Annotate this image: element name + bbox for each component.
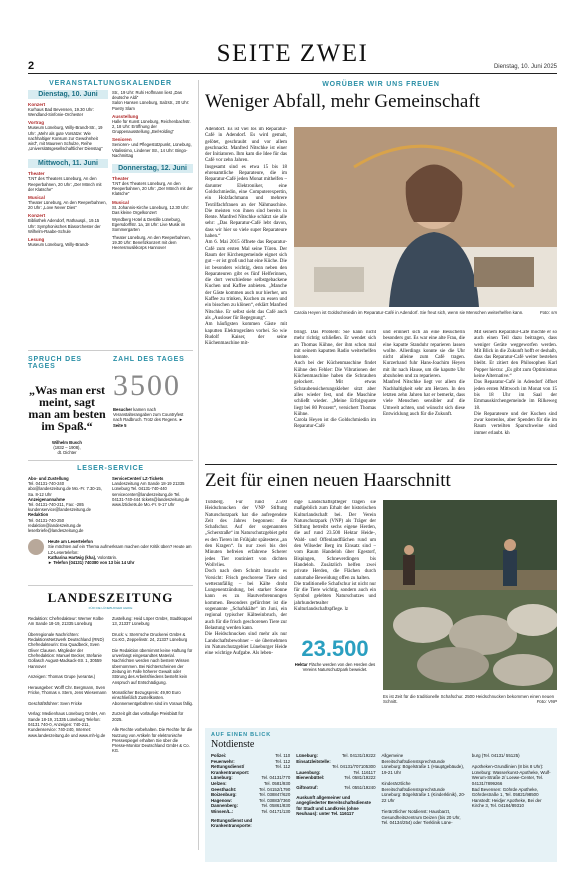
impressum-col2: Zustellung: Heid Löper GmbH, Stadtkoppel 13, 21337 Lüneburg Druck: v. Stern'sche Druckerei GmbH & Co.KG, Zeppelinstr. 24, 21337 Lüneburg Die Redaktion übernimmt keine Haftung für unverlangt eingesandtes Material. Nachrichten werden nach bestem Wissen übernommen. Bei Nichterscheinen der Zeitung im Falle höherer Gewalt oder Störung des Arbeitsfriedens besteht kein Anspruch auf Entschädigung. Monatlicher Bezugspreis: 49,90 Euro einschließlich Zustellkosten. Abonnementgebühren sind im Voraus fällig. Zurzeit gilt das vorläufige Preisblatt für 2025. Alle Rechte vorbehalten. Die Rechte für die Nutzung von Artikeln für elektronische Pressespiegel erhalten Sie über die Presse-Monitor Deutschland GmbH & Co. KG. <box>112 616 194 754</box>
article1-column3: und erinnert sich an eine Besucherin besonders gut. Es war eine alte Frau, die eine kaputte Standuhr reparieren lassen wollte. Allerdings konnte sie die Uhr nicht alleine zum Café tragen. Kurzerhand fuhr Hans-Joachim Heyen mit ihr nach Hause, um die kaputte Uhr abzuholen und zu reparieren. Manfred Nitschke liegt vor allem die Nachhaltigkeit sehr am Herzen. In den letzten zehn Jahren hat er bemerkt, dass viele Menschen sensibler auf die Umwelt achten, und wünscht sich diese Entwicklung auch für die Zukunft. <box>383 330 465 417</box>
avatar <box>28 539 44 555</box>
day3-events <box>112 176 193 250</box>
article-headline: Weniger Abfall, mehr Gemeinschaft <box>205 91 480 112</box>
fact-number: 23.500 <box>301 636 369 661</box>
article1-column4: Mit seinem Reparatur-Café möchte er so auch einen Teil dazu beitragen, dass weniger Geräte weggeworfen werden. Mit Blick in die Zukunft hofft er deshalb, dass das Reparatur-Café weiter bestehen bleibt. Er zitiert den Philosophen Karl Popper hierzu: „Es gibt zum Optimismus keine Alternative.“ Das Reparatur-Café in Adendorf öffnet jeden ersten Mittwoch im Monat von 15 bis 18 Uhr im Saal der Emmauskirchengemeinde im Rilkeweg 18. Die Reparateure und der Kuchen sind zwar kostenlos, aber Spenden für die im Raum verteilten Sparschweine sind immer erlaubt. kh <box>474 330 557 436</box>
spruch-title: SPRUCH DES TAGES <box>28 356 82 370</box>
lesertelefon-phone: Telefon (04131) 740380 von 13 bis 14 Uhr <box>53 560 135 566</box>
veranstaltungskalender <box>28 80 193 250</box>
event-category: Konzert <box>28 102 46 107</box>
article-divider <box>205 464 557 465</box>
event-category: Theater <box>28 171 45 177</box>
event-category: Ausstellung <box>112 113 139 119</box>
event-text: T.NT des Theaters Lüneburg, An den Reeperbahnen, 20 Uhr: „Der Mönch mit der Klatsche“ <box>112 181 193 197</box>
lesertelefon-text: Sie möchten auf ein Thema aufmerksam machen oder Kritik üben? Heute am LZ-Lesertelefon: <box>48 544 192 555</box>
event-text: Str., 19 Uhr: Ruhi Hoffmann liest „Das deutsche Aldi“ <box>112 90 182 101</box>
photo-illustration <box>383 500 557 690</box>
header-rule <box>28 73 557 74</box>
impressum <box>28 590 193 754</box>
service-head: Abo- und Zustellung <box>28 476 69 481</box>
event-category: Musical <box>112 199 129 205</box>
event-text: St. Johannis-Kirche Lüneburg, 12.30 Uhr: Das kleine Orgelkonzert <box>112 204 190 215</box>
zahl-text-bold: Besucher <box>113 407 133 412</box>
event-text: Kurhaus Bad Bevensen, 19.30 Uhr: Wendland-Sinfonie-Orchester <box>28 107 94 118</box>
service-title: LESER-SERVICE <box>77 465 144 472</box>
fact-text-body: Fläche werden von den Herden des Vereins Naturschutzpark beweidet. <box>302 662 376 673</box>
fact-text-bold: Hektar <box>294 662 308 667</box>
article-kicker: WORÜBER WIR UNS FREUEN <box>322 81 440 88</box>
spruch-quote: „Was man erst meint, sagt man am besten im Spaß.“ <box>28 383 106 433</box>
photo-caption <box>294 310 557 315</box>
caption-text: Es ist Zeit für die traditionelle Schafschur. 2500 Heidschnucken bekommen einen neuen Schnitt. <box>383 694 555 705</box>
spruch-years: (1832 – 1908), <box>53 445 81 451</box>
event-text: Theater Lüneburg, An den Reeperbahnen, 20 Uhr: „Love Never Dies“ <box>28 200 107 211</box>
event-text: Halle für Kunst Lüneburg, Reichenbachstr. 2, 18 Uhr: Eröffnung der Gruppenausstellung „Be/Holding“ <box>112 118 191 135</box>
day2-events <box>28 171 108 247</box>
article2-headline: Zeit für einen neuen Haarschnitt <box>205 470 451 491</box>
event-category: Senioren <box>112 137 132 143</box>
notdienste-title: Notdienste <box>211 739 255 750</box>
landeszeitung-logo: LANDESZEITUNG <box>47 590 174 605</box>
photo-credit: Foto: sm <box>539 310 557 315</box>
column-divider <box>198 80 199 850</box>
service-head: ServiceCenter/ LZ-Tickets <box>112 476 164 481</box>
kalender-title: VERANSTALTUNGSKALENDER <box>49 80 172 87</box>
service-text: Tel. 04131-740-211, Fax: -285 kundenservice@landeszeitung.de <box>28 502 91 513</box>
event-category: Lesung <box>28 237 45 243</box>
event-text: Theater Lüneburg, An den Reeperbahnen, 19.30 Uhr: Benefizkonzert mit dem Heeresmusikkorps Hannover <box>112 234 191 251</box>
leser-service <box>28 465 193 565</box>
service-head: Anzeigenannahme <box>28 496 65 502</box>
article1-column2: bringt. Das Problem: Sie kann nicht mehr richtig schließen. Er wendet sich an Thomas Kühne, der ihm schon mal mit seinem kaputten Radio weiterhelfen konnte. Auch bei der Küchenmaschine findet Kühne den Fehler: Die Vibrationen der Küchenmaschine haben die Schrauben gelockert. Mit etwas Schraubensicherungskleber sitzt aber alles wieder fest, und die Maschine schließt wieder. „Meine Erfolgsquote liegt bei 80 Prozent“, versichert Thomas Kühne. Carola Heyen ist die Goldschmiedin im Reparatur-Café <box>294 330 376 430</box>
divider <box>28 585 193 586</box>
service-head: Redaktion <box>28 512 49 518</box>
divider <box>28 460 193 461</box>
article2-column1: Tütsberg. Für rund 2.500 Heidschnucken der VNP Stiftung Naturschutzpark hat die aufregendste Zeit des Jahres begonnen: die Schafschur. Auf der sogenannten „Scherstraße“ im Naturschutzgebiet geht es den Tieren im Frühjahr spätestens „an den Kragen“. In nur zwei bis drei Minuten befreien erfahrene Scherer jedes Tier routiniert von dichten Wollvlies. Doch nach dem Schnitt braucht es Vorsicht: Frisch geschorene Tiere sind wetteranfällig – bei Kälte droht Lungenentzündung, bei starker Sonne kann es zu Hautverbrennungen kommen. Besonders gefürchtet ist die sogenannte „Schafskälte“ im Juni, ein regional typischer Kälteeinbruch, der auch für die frisch geschorenen Tiere zur Belastung werden kann. Die Heidschnucken sind mehr als nur Landschaftsbewohner – sie übernehmen im Naturschutzgebiet Lüneburger Heide eine wichtige Aufgabe. Als leben- <box>205 500 287 657</box>
notdienste-col1: Polizei: Tel. 110 Feuerwehr: Tel. 112 Rettungsdienst/ Tel. 112 Krankentransport: Lüneburg: Tel. 04131/770 Uelzen: Tel. 0581/930 Geesthacht: Tel. 04152/1790 Boizenburg: Tel. 038847/620 Hagenow: Tel. 03883/7360 Dannenberg: Tel. 05861/830 Winsen/L.: Tel. 04171/130 Rettungsdienst und Krankentransporte: <box>211 753 291 829</box>
zahl-text: Besucher kamen nach Veranstalterangaben zum Countryfest nach Radbruch. Trotz des Regens. ► Seite 5 <box>113 407 184 428</box>
lesertelefon: Heute am Lesertelefon Sie möchten auf ein Thema aufmerksam machen oder Kritik üben? Heute am LZ-Lesertelefon: Katharina Hartwig (kha), Volontärin. ► Telefon (04131) 740380 von 13 bis 14 Uhr <box>28 539 193 565</box>
notdienste-col4: burg (Tel. 04131/ 55125) Apotheken-Grundlinien (8 bis 8 Uhr): Lüneburg: Wasserkunst-Apotheke, Wulf-Werum-Straße 2/ Loewe-Center, Tel. 04131/7899266 Bad Bevensen: Göhrde Apotheke, Göhrdestraße 1, Tel. 05821/98500 Hanstedt: Heidjer Apotheke, Bei der Kirche 3, Tel. 04184/89310 <box>471 753 551 809</box>
event-text: Wyndberg Hotel & Destille Lüneburg, Egersdorffstr. 1a, 18 Uhr: Live Musik im Sommergarten <box>112 217 186 233</box>
zahl-title: ZAHL DES TAGES <box>113 356 185 363</box>
event-category: Theater <box>112 176 129 182</box>
event-text: T.NT des Theaters Lüneburg, An den Reeperbahnen, 20 Uhr: „Der Mönch mit der Klatsche“ <box>28 176 102 192</box>
event-category: Vortrag <box>28 120 44 126</box>
issue-date: Dienstag, 10. Juni 2025 <box>493 64 557 70</box>
lesertelefon-role: Volontärin. <box>97 554 118 560</box>
photo-illustration <box>294 127 557 307</box>
notdienste-col2: Lüneburg: Tel. 04131/19222 Einsatzleitstelle: Tel. 04131/707105300 Lauenburg: Tel. 116117 Bienenbüttel: Tel. 0581/19222 Giftnotruf: Tel. 0551/19240 Auskunft allgemeiner und angegliederter Bereitschaftsdienste für Stadt und Landkreis (ohne Neuhaus): unter Tel. 116117 <box>296 753 376 817</box>
logo-subtitle: FÜR DIE LÜNEBURGER HEIDE <box>88 606 133 610</box>
spruch-des-tages <box>28 356 106 456</box>
page-number: 2 <box>28 60 35 72</box>
photo-credit: Foto: VNP <box>536 699 557 705</box>
lesertelefon-head: Heute am Lesertelefon <box>48 539 93 545</box>
page-title: SEITE ZWEI <box>216 40 369 67</box>
service-text: Landeszeitung Am Sande 18-19 21335 Lüneburg Tel. 04131-740-440 servicecenter@landeszeitung.de Tel. 04131-740-444 tickets@landeszeitung.de www.lztickets.de Mo.-Fr. 9-17 Uhr <box>112 481 190 508</box>
fact-text <box>294 662 376 672</box>
zahl-number: 3500 <box>113 369 181 402</box>
notdienste-box <box>205 728 557 862</box>
divider <box>28 350 193 351</box>
day-header-2: Mittwoch, 11. Juni <box>28 159 108 168</box>
impressum-col1: Redaktion: Chefredakteur: Werner Kolbe Am Sande 18-19, 21335 Lüneburg Überregionale Nachrichten: RedaktionsNetzwerk Deutschland (RND) Chefredakteurin: Eva Quadbeck, Sven Oliver Clausen. Mitglieder der Chefredaktion: Manuel Becker, Stefanie Gollasch August-Madsack-Str. 1, 30559 Hannover Anzeigen: Thomas Grupe (verantw.) Herausgeber: Wolff Chr. Bergmann, Sven Fricke, Thomas v. Stern, Jens Wiesemann Geschäftsführer: Sven Fricke Verlag: Medienhaus Lüneburg GmbH, Am Sande 18-19, 21335 Lüneburg Telefon: 04131 740-0, Anzeigen: 740-211, Kundenservice: 740-240, Internet: www.landeszeitung.de und www.mh-lg.de <box>28 616 107 738</box>
notdienste-kicker: AUF EINEN BLICK <box>211 732 271 738</box>
photo2-caption <box>383 694 557 705</box>
service-text: Tel. 04131-740-240 abo@landeszeitung.de Mo.-Fr. 7.30-15, Sa. 8-12 Uhr <box>28 481 102 497</box>
photo-schafschur <box>383 500 557 690</box>
photo-goldschmiedin <box>294 127 557 307</box>
event-category: Konzert <box>28 213 46 219</box>
spruch-author: Wilhelm Busch <box>52 440 82 445</box>
event-text: Bibliothek Adendorf, Rathauspl., 19.15 Uhr: Symphonisches Blasorchester der Wilhelm-Raabe-Schule <box>28 218 101 234</box>
service-text: Tel. 04131-740-250 redaktion@landeszeitung.de leserbriefe@landeszeitung.de <box>28 517 84 534</box>
zahl-des-tages <box>113 356 193 428</box>
event-text: Museum Lüneburg, Willy-Brandt-Str., 19 Uhr: „Mehr als gute Vorsätze: Wie nachhaltiger Konsum zur Gewohnheit wird“, mit Maureen Schulze, Reihe „Universitätsgesellschaftlicher Dienstag“ <box>28 125 103 152</box>
day-header-3: Donnerstag, 12. Juni <box>112 164 193 173</box>
article2-column2: dige Landschaftspfleger tragen sie maßgeblich zum Erhalt der historischen Kulturlandschaft bei. Der Verein Naturschutzpark (VNP) als Träger der Stiftung betreibt sechs eigene Herden, die auf rund 23.500 Hektar Heide-, Wald- und Offenlandflächen rund um den Wilseder Berg im Einsatz sind – vom Raum Handeloh über Egestorf, Bispingen, Schneverdingen bis Handeloh. Zusätzlich helfen zwei private Herden, die Flächen durch naturnahe Beweidung offen zu halten. Die traditionelle Schafschur ist nicht nur für die Tiere wichtig, sondern auch ein Symbol gelebten Naturschutzes und jahrhundertealter Kulturlandschaftspflege. lz <box>294 500 376 613</box>
day-header-1: Dienstag, 10. Juni <box>28 90 108 99</box>
event-text: Salon Hansen Lüneburg, Salzstr., 20 Uhr: Poetry Slam <box>112 100 190 111</box>
zahl-text-body: kamen nach Veranstalterangaben zum Countryfest nach Radbruch. Trotz des Regens. <box>113 407 184 423</box>
lesertelefon-name: Katharina Hartwig (kha), <box>48 554 97 560</box>
event-category: Musical <box>28 195 45 201</box>
day1-events <box>28 102 108 151</box>
spruch-role: dt. Dichter <box>57 450 77 456</box>
notdienste-col3: Allgemeine Bereitschaftsdienstsprechstunde Lüneburg: Bögelstraße 1 (Hauptgebäude), 19-21 Uhr Kinderärztliche Bereitschaftsdienstsprechstunde Lüneburg: Bögelstraße 1 (Kinderklinik), 20-22 Uhr Tierärztlicher Notdienst: Hausbarzt, Gesundheitszentrum Deizen (bis 20 Uhr, Tel. 04134/254) oder Tierklinik Lüne- <box>381 753 466 826</box>
event-text: Senioren- und Pflegestützpunkt, Lüneburg, Vitalissimo, Lindener Str., 14 Uhr: Bingo-Nachmittag <box>112 142 192 158</box>
caption-text: Carola Heyen ist Goldschmiedin im Reparatur-Café in Adendorf. Sie freut sich, wenn sie Menschen weiterhelfen kann. <box>294 310 524 315</box>
article1-column1: Adendorf. Es ist viel los im Reparatur-Café in Adendorf. Es wird gemalt, gelötet, geschraubt und vor allem geschnackt. Manfred Nitschke ist einer der Initiatoren. Ihm kam die Idee für das Café vor zehn Jahren. Insgesamt sind es etwa 15 bis 18 ehrenamtliche Reparateure, die im Reparatur-Café jeden Monat mithelfen – darunter Elektroniker, eine Goldschmiedin, eine Computerexpertin, ein Holzfachmann und mehrere Textilfachfrauen an der Nähmaschine. Die meisten von ihnen sind bereits in Rente. Manfred Nitschke schätzt sie alle sehr: „Das Reparatur-Café lebt davon, dass wir hier so viele super Reparateure haben.“ Am 6. Mai 2015 öffnete das Reparatur-Café zum ersten Mal seine Türen. Der Raum der Kirchengemeinde eignet sich gut – er ist groß und hat eine Küche. Die ist besonders wichtig, denn neben den Reparateuren gibt es fünf Helferinnen, die dort verschiedene selbstgebackene Kuchen und Kaffee anbieten. „Manche der Gäste kommen auch nur hierher, um Kaffee zu trinken, Kuchen zu essen und ein bisschen zu klönen“, erklärt Manfred Nitschke. Er selbst sieht das Café auch als „Ausloser für Begegnung“. Am häufigsten kommen Gäste mit kaputten Elektrogeräten vorbei. So wie Rudolf Kaiser, der seine Küchenmaschine mit- <box>205 127 287 347</box>
zahl-link[interactable]: Seite 5 <box>113 422 127 428</box>
event-text: Museum Lüneburg, Willy-Brandt- <box>28 242 90 248</box>
article-reparatur-cafe <box>205 81 557 113</box>
fact-box-hektar <box>294 636 376 672</box>
